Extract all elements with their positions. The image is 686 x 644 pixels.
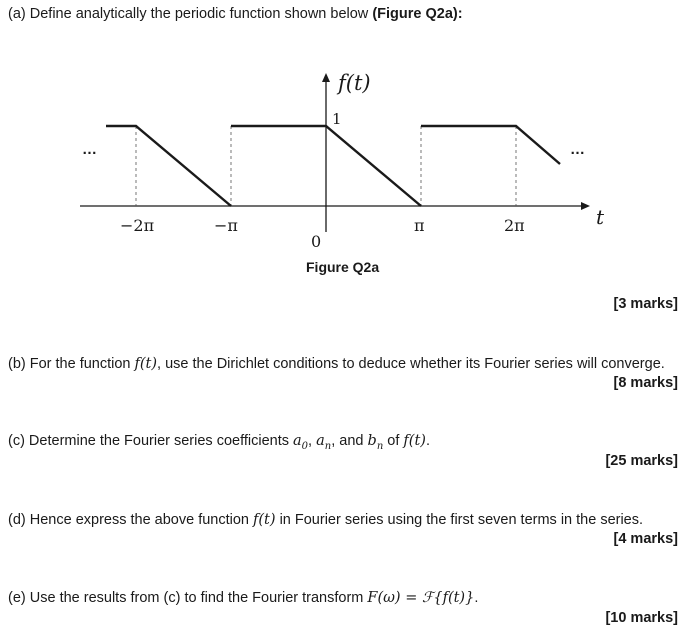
figure-q2a [0,40,686,280]
tick-label-pi: π [414,216,425,235]
question-c: (c) Determine the Fourier series coefficients $a_0$, $a_n$, and $b_n$ of f(t). [8,433,430,452]
question-b-prefix: (b) For the function [8,356,135,372]
marks-b: [8 marks] [613,375,678,391]
coefficient-bn: $b_n$ [367,433,384,452]
question-a [8,6,463,22]
coefficient-a0: $a_0$ [293,433,309,452]
function-f-of-t: f(t) [253,512,276,528]
marks-e: [10 marks] [605,610,678,626]
marks-c: [25 marks] [605,453,678,469]
question-b [8,356,665,372]
tick-label-neg-pi: −π [214,216,238,235]
fourier-transform-formula: F(ω) = ℱ{f(t)} [367,590,475,606]
coefficient-an: $a_n$ [316,433,332,452]
origin-label: 0 [311,232,322,251]
tick-label-2pi: 2π [504,216,525,235]
peak-label: 1 [332,110,342,128]
marks-d: [4 marks] [613,531,678,547]
function-f-of-t: f(t) [134,356,158,372]
question-a-text: (a) Define analytically the periodic function shown below [8,6,373,22]
right-ellipsis: … [570,141,585,158]
question-b-suffix: , use the Dirichlet conditions to deduce whether its Fourier series will converge. [157,356,665,372]
question-e: (e) Use the results from (c) to find the Fourier transform F(ω) = ℱ{f(t)}. [8,590,479,606]
tick-label-neg-2pi: −2π [120,216,155,235]
function-f-of-t: f(t) [403,433,426,449]
question-e-prefix: (e) Use the results from (c) to find the Fourier transform [8,590,368,606]
question-d-suffix: in Fourier series using the first seven terms in the series. [275,512,644,528]
question-c-prefix: (c) Determine the Fourier series coefficients [8,433,294,449]
y-axis-label: f(t) [338,71,371,95]
x-axis-label: t [596,205,605,229]
waveform-segment-3 [421,126,560,164]
figure-reference: (Figure Q2a): [372,6,463,22]
f-axis-arrow [322,73,330,82]
waveform-segment-1 [106,126,231,206]
figure-caption: Figure Q2a [306,259,380,275]
marks-a: [3 marks] [613,296,678,312]
question-d-prefix: (d) Hence express the above function [8,512,254,528]
left-ellipsis: … [82,141,97,158]
t-axis-arrow [581,202,590,210]
question-d [8,512,643,528]
